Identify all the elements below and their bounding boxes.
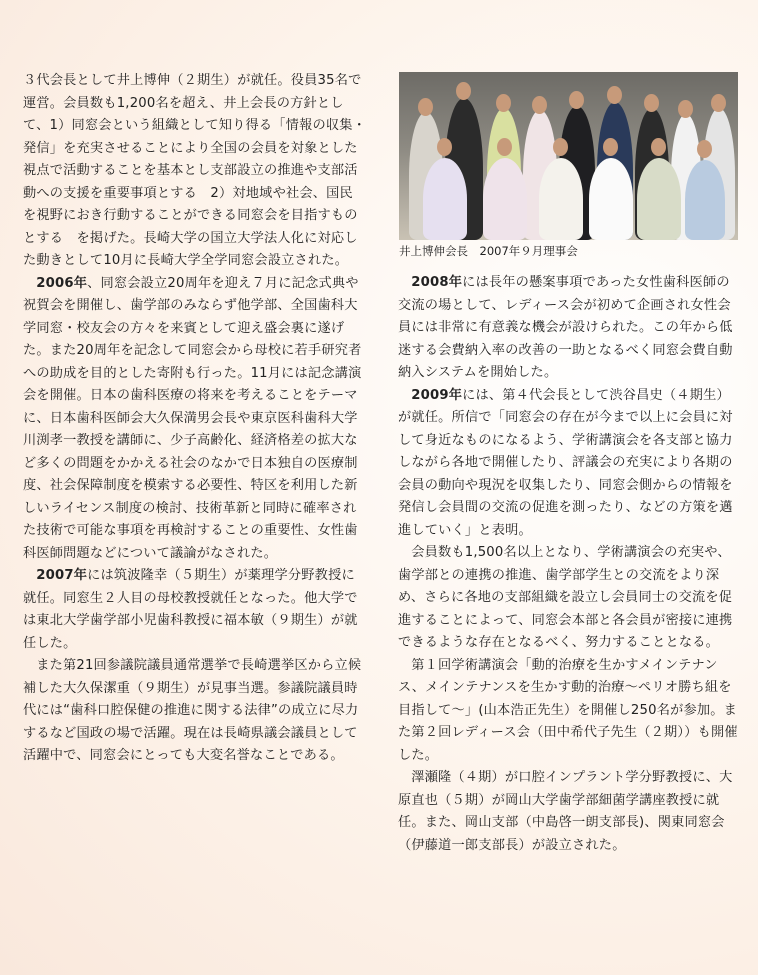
paragraph xyxy=(398,272,738,385)
paragraph: 第１回学術講演会「動的治療を生かすメインテナンス、メインテナンスを生かす動的治療～ペリオ勝ち組を目指して～」(山本浩正先生）を開催し250名が参加。また第２回レディース会（田中希代子先生（２期））も開催した。 xyxy=(398,657,738,763)
year-heading: 2008年 xyxy=(411,275,463,290)
year-heading: 2006年 xyxy=(36,275,88,291)
group-photo xyxy=(399,72,738,240)
paragraph-text: には長年の懸案事項であった女性歯科医師の交流の場として、レディース会が初めて企画され女性会員には非常に有意義な機会が設けられた。この年から低迷する会費納入率の改善の一助となるべく同窓会費自動納入システムを開始した。 xyxy=(398,275,733,380)
paragraph-text: には筑波隆幸（５期生）が薬理学分野教授に就任。同窓生２人目の母校教授就任となった。他大学では東北大学歯学部小児歯科教授に福本敏（９期生）が就任した。 xyxy=(23,568,358,651)
paragraph: ３代会長として井上博伸（２期生）が就任。役員35名で運営。会員数も1,200名を超え、井上会長の方針として、1）同窓会という組織として知り得る「情報の収集・発信」を充実させることにより全国の会員を対象とした視点で活動することを基本とし支部設立の推進や支部活動への支援を重要事項とする 2）対地域や社会、国民を視野におき行動することができる同窓会を目指すものとする を掲げた。長崎大学の国立大学法人化に対応した動きとして10月に長崎大学全学同窓会設立された。 xyxy=(23,73,367,268)
paragraph xyxy=(23,273,366,566)
year-heading: 2007年 xyxy=(36,568,88,583)
paragraph: また第21回参議院議員通常選挙で長崎選挙区から立候補した大久保潔重（９期生）が見事当選。参議院議員時代には“歯科口腔保健の推進に関する法律”の成立に尽力するなど国政の場で活躍。現在は長崎県議会議員として活躍中で、同窓会にとっても大変名誉なことである。 xyxy=(23,658,362,763)
paragraph-text: には、第４代会長として渋谷昌史（４期生）が就任。所信で「同窓会の存在が今まで以上に会員に対して身近なものになるよう、学術講演会を各支部と協力しながら各地で開催したり、評議会の充実により各期の会員の動向や現況を収集したり、同窓会側からの情報を発信し会員間の交流の促進を測ったり、などの方策を邁進していく」と表明。 xyxy=(398,387,733,538)
left-text-column xyxy=(23,70,366,768)
paragraph xyxy=(398,385,738,543)
paragraph: 会員数も1,500名以上となり、学術講演会の充実や、歯学部との連携の推進、歯学部学生との交流をより深め、さらに各地の支部組織を設立し会員同士の交流を促進することによって、同窓会本部と各会員が密接に連携できるような存在となるべく、努力することとなる。 xyxy=(398,545,733,650)
year-heading: 2009年 xyxy=(411,387,463,403)
paragraph-text: 、同窓会設立20周年を迎え７月に記念式典や祝賀会を開催し、歯学部のみならず他学部、全国歯科大学同窓・校友会の方々を来賓として迎え盛会裏に遂げた。また20周年を記念して同窓会から母校に若手研究者への助成を目的とした寄附も行った。11月には記念講演会を開催。日本の歯科医療の将来を考えることをテーマに、日本歯科医師会大久保満男会長や東京医科歯科大学川渕孝一教授を講師に、少子高齢化、経済格差の拡大など多くの問題をかかえる社会のなかで日本独自の医療制度、社会保障制度を模索する必要性、特区を利用した新しいライセンス制度の検討、技術革新と同時に確率された技術で可能な事項を再検討することの重要性、女性歯科医師問題などについて議論がなされた。 xyxy=(23,275,362,561)
right-text-column xyxy=(398,272,738,857)
photo-caption: 井上博伸会長 2007年９月理事会 xyxy=(399,244,578,258)
paragraph: 澤瀬隆（４期）が口腔インプラント学分野教授に、大原直也（５期）が岡山大学歯学部細菌学講座教授に就任。また、岡山支部（中島啓一朗支部長)、関東同窓会（伊藤道一郎支部長）が設立された。 xyxy=(398,770,733,853)
paragraph xyxy=(23,565,366,655)
